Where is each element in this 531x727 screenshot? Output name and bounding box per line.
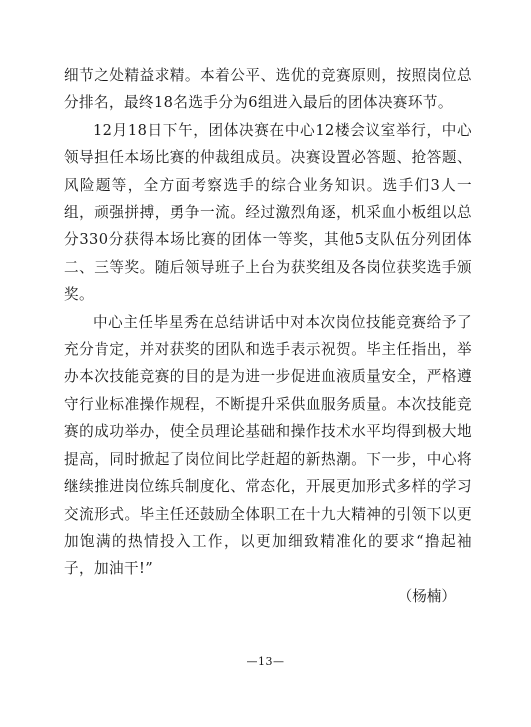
article-body bbox=[64, 62, 472, 610]
paragraph-1: 细节之处精益求精。本着公平、选优的竞赛原则，按照岗位总分排名，最终18名选手分为6组进入最后的团体决赛环节。 bbox=[64, 67, 472, 112]
page-number: —13— bbox=[246, 655, 285, 668]
paragraph-2: 12月18日下午，团体决赛在中心12楼会议室举行，中心领导担任本场比赛的仲裁组成员。决赛设置必答题、抢答题、风险题等，全方面考察选手的综合业务知识。选手们3人一组，顽强拼搏，勇争一流。经过激烈角逐，机采血小板组以总分330分获得本场比赛的团体一等奖，其他5支队伍分列团体二、三等奖。随后领导班子上台为获奖组及各岗位获奖选手颁奖。 bbox=[64, 121, 472, 304]
paragraph-3: 中心主任毕星秀在总结讲话中对本次岗位技能竞赛给予了充分肯定，并对获奖的团队和选手表示祝贺。毕主任指出，举办本次技能竞赛的目的是为进一步促进血液质量安全，严格遵守行业标准操作规程，不断提升采供血服务质量。本次技能竞赛的成功举办，使全员理论基础和操作技术水平均得到极大地提高，同时掀起了岗位间比学赶超的新热潮。下一步，中心将继续推进岗位练兵制度化、常态化，开展更加形式多样的学习交流形式。毕主任还鼓励全体职工在十九大精神的引领下以更加饱满的热情投入工作，以更加细致精准化的要求“撸起袖子，加油干!” bbox=[64, 313, 472, 578]
author-signature: （杨楠） bbox=[397, 587, 456, 605]
